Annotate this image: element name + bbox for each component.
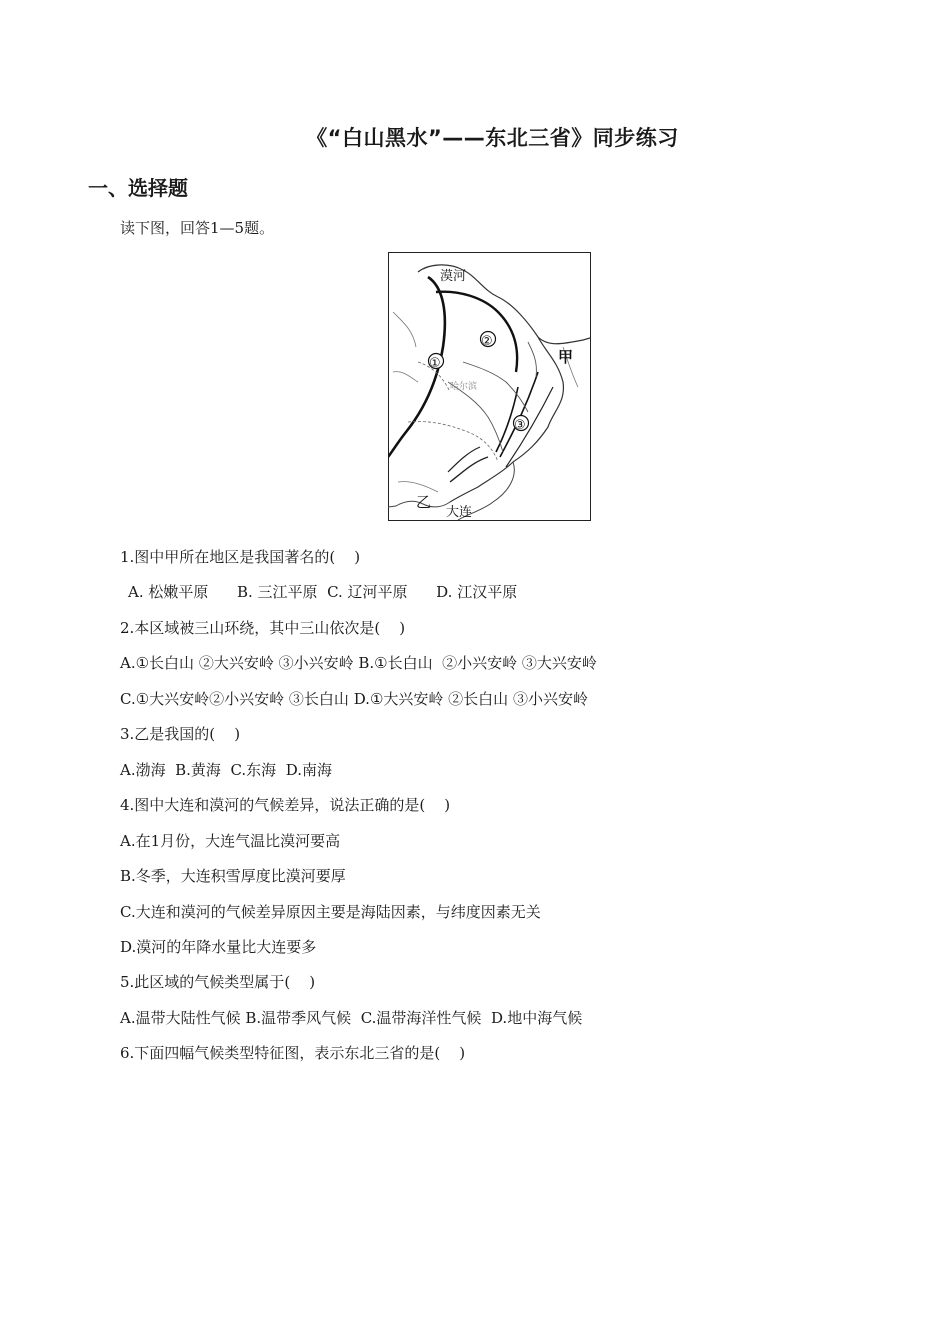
map-label-harbin: 哈尔滨 (450, 382, 478, 392)
question-3-stem: 3.乙是我国的( ) (120, 725, 241, 743)
question-2-options-ab: A.①长白山 ②大兴安岭 ③小兴安岭 B.①长白山 ②小兴安岭 ③大兴安岭 (120, 654, 597, 672)
section-heading: 一、选择题 (88, 176, 188, 200)
map-label-mohe: 漠河 (440, 269, 467, 284)
map-label-yi: 乙 (416, 493, 432, 511)
question-4-option-b: B.冬季，大连积雪厚度比漠河要厚 (120, 867, 346, 885)
svg-text:③: ③ (514, 418, 526, 433)
question-4-option-a: A.在1月份，大连气温比漠河要高 (120, 832, 341, 850)
question-3-options: A.渤海 B.黄海 C.东海 D.南海 (120, 761, 332, 779)
question-5-stem: 5.此区域的气候类型属于( ) (120, 973, 316, 991)
question-1-stem: 1.图中甲所在地区是我国著名的( ) (120, 548, 361, 566)
question-2-stem: 2.本区域被三山环绕，其中三山依次是( ) (120, 619, 406, 637)
question-6-stem: 6.下面四幅气候类型特征图，表示东北三省的是( ) (120, 1044, 466, 1062)
question-5-options: A.温带大陆性气候 B.温带季风气候 C.温带海洋性气候 D.地中海气候 (120, 1009, 583, 1027)
question-1-options: A. 松嫩平原 B. 三江平原 C. 辽河平原 D. 江汉平原 (128, 583, 518, 601)
question-4-option-c: C.大连和漠河的气候差异原因主要是海陆因素，与纬度因素无关 (120, 903, 541, 921)
intro-text: 读下图，回答1—5题。 (120, 219, 275, 237)
svg-text:②: ② (481, 334, 493, 349)
question-2-options-cd: C.①大兴安岭②小兴安岭 ③长白山 D.①大兴安岭 ②长白山 ③小兴安岭 (120, 690, 588, 708)
northeast-map (388, 252, 591, 521)
question-4-stem: 4.图中大连和漠河的气候差异，说法正确的是( ) (120, 796, 451, 814)
page-title: 《“白山黑水”——东北三省》同步练习 (306, 126, 679, 150)
map-label-jia: 甲 (558, 348, 574, 366)
map-label-dalian: 大连 (446, 505, 473, 520)
svg-text:①: ① (429, 356, 441, 371)
question-4-option-d: D.漠河的年降水量比大连要多 (120, 938, 317, 956)
